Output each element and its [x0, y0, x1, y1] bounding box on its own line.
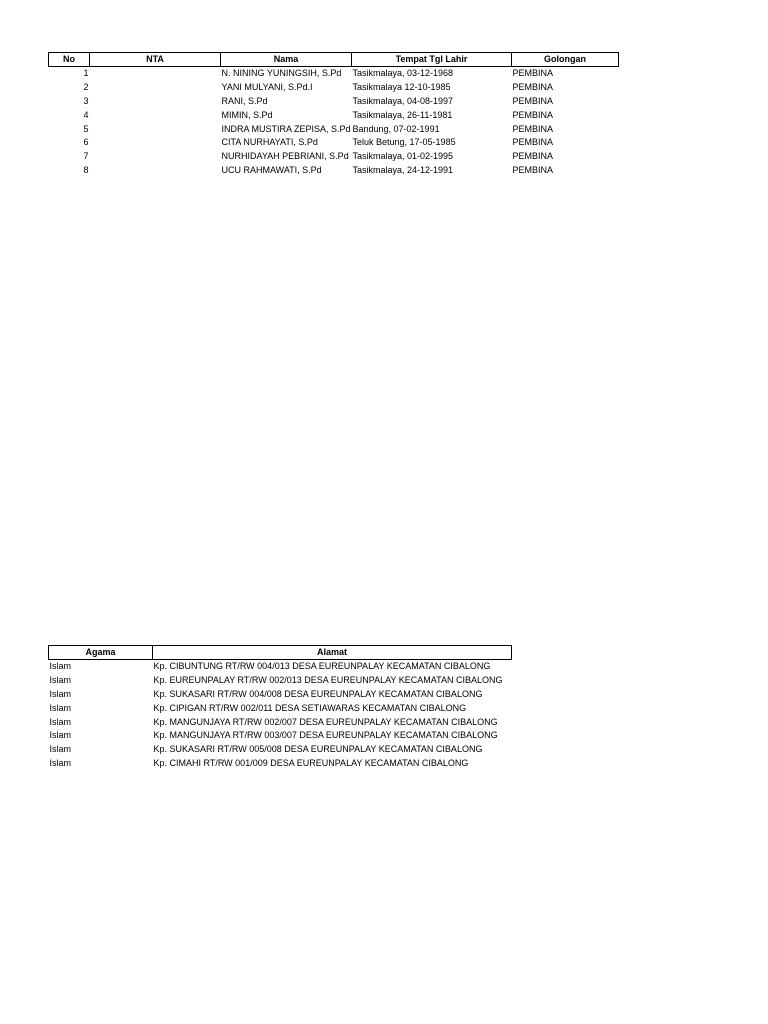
- address-table-header-row: [49, 646, 512, 660]
- cell-no: 8: [83, 164, 89, 175]
- address-table: [48, 645, 512, 770]
- cell-nta: [90, 164, 221, 178]
- cell-ttl: Tasikmalaya, 03-12-1968: [352, 68, 454, 79]
- header-nama: Nama: [221, 53, 352, 67]
- cell-alamat: Kp. CIPIGAN RT/RW 002/011 DESA SETIAWARAS KECAMATAN CIBALONG: [153, 702, 467, 713]
- cell-ttl: Tasikmalaya, 26-11-1981: [352, 109, 453, 120]
- header-no: No: [49, 53, 90, 67]
- table-row: [49, 743, 512, 757]
- cell-nama: UCU RAHMAWATI, S.Pd: [221, 164, 322, 175]
- cell-nama: CITA NURHAYATI, S.Pd: [221, 137, 318, 148]
- table-row: [49, 715, 512, 729]
- cell-nta: [90, 122, 221, 136]
- table-row: [49, 95, 619, 109]
- cell-no: 2: [83, 82, 89, 93]
- cell-no: 4: [83, 109, 89, 120]
- cell-golongan: PEMBINA: [512, 137, 554, 148]
- cell-alamat: Kp. CIBUNTUNG RT/RW 004/013 DESA EUREUNPALAY KECAMATAN CIBALONG: [153, 661, 491, 672]
- table-row: [49, 660, 512, 674]
- cell-ttl: Tasikmalaya, 04-08-1997: [352, 95, 454, 106]
- cell-no: 5: [83, 123, 89, 134]
- table-row: [49, 108, 619, 122]
- table-row: [49, 757, 512, 771]
- cell-agama: Islam: [49, 688, 72, 699]
- cell-alamat: Kp. SUKASARI RT/RW 005/008 DESA EUREUNPALAY KECAMATAN CIBALONG: [153, 744, 483, 755]
- cell-ttl: Teluk Betung, 17-05-1985: [352, 137, 456, 148]
- cell-nama: YANI MULYANI, S.Pd.I: [221, 82, 313, 93]
- header-agama: Agama: [49, 646, 153, 660]
- header-alamat: Alamat: [153, 646, 512, 660]
- cell-nta: [90, 95, 221, 109]
- cell-nama: NURHIDAYAH PEBRIANI, S.Pd: [221, 151, 349, 162]
- cell-ttl: Tasikmalaya 12-10-1985: [352, 82, 451, 93]
- members-table: [48, 52, 619, 177]
- cell-alamat: Kp. EUREUNPALAY RT/RW 002/013 DESA EUREUNPALAY KECAMATAN CIBALONG: [153, 675, 503, 686]
- table-row: [49, 729, 512, 743]
- cell-agama: Islam: [49, 744, 72, 755]
- cell-alamat: Kp. MANGUNJAYA RT/RW 002/007 DESA EUREUNPALAY KECAMATAN CIBALONG: [153, 716, 498, 727]
- header-golongan: Golongan: [512, 53, 619, 67]
- cell-nta: [90, 108, 221, 122]
- cell-golongan: PEMBINA: [512, 82, 554, 93]
- table-row: [49, 150, 619, 164]
- cell-no: 1: [83, 68, 89, 79]
- cell-ttl: Bandung, 07-02-1991: [352, 123, 440, 134]
- cell-nama: MIMIN, S.Pd: [221, 109, 273, 120]
- cell-agama: Islam: [49, 702, 72, 713]
- cell-golongan: PEMBINA: [512, 95, 554, 106]
- cell-agama: Islam: [49, 661, 72, 672]
- cell-alamat: Kp. SUKASARI RT/RW 004/008 DESA EUREUNPALAY KECAMATAN CIBALONG: [153, 688, 483, 699]
- cell-golongan: PEMBINA: [512, 109, 554, 120]
- cell-golongan: PEMBINA: [512, 164, 554, 175]
- cell-nta: [90, 67, 221, 81]
- table-row: [49, 67, 619, 81]
- cell-agama: Islam: [49, 675, 72, 686]
- cell-nta: [90, 150, 221, 164]
- cell-no: 7: [83, 151, 89, 162]
- table-row: [49, 674, 512, 688]
- cell-nama: INDRA MUSTIRA ZEPISA, S.Pd: [221, 123, 351, 134]
- table-row: [49, 136, 619, 150]
- cell-golongan: PEMBINA: [512, 68, 554, 79]
- table-row: [49, 701, 512, 715]
- cell-no: 3: [83, 95, 89, 106]
- cell-alamat: Kp. CIMAHI RT/RW 001/009 DESA EUREUNPALAY KECAMATAN CIBALONG: [153, 757, 469, 768]
- cell-golongan: PEMBINA: [512, 151, 554, 162]
- cell-golongan: PEMBINA: [512, 123, 554, 134]
- cell-nama: N. NINING YUNINGSIH, S.Pd: [221, 68, 342, 79]
- cell-agama: Islam: [49, 757, 72, 768]
- cell-ttl: Tasikmalaya, 01-02-1995: [352, 151, 454, 162]
- members-table-header-row: [49, 53, 619, 67]
- cell-nta: [90, 81, 221, 95]
- table-row: [49, 688, 512, 702]
- header-tempat-tgl-lahir: Tempat Tgl Lahir: [352, 53, 512, 67]
- cell-alamat: Kp. MANGUNJAYA RT/RW 003/007 DESA EUREUNPALAY KECAMATAN CIBALONG: [153, 730, 498, 741]
- header-nta: NTA: [90, 53, 221, 67]
- table-row: [49, 164, 619, 178]
- table-row: [49, 122, 619, 136]
- cell-ttl: Tasikmalaya, 24-12-1991: [352, 164, 454, 175]
- table-row: [49, 81, 619, 95]
- cell-nta: [90, 136, 221, 150]
- cell-no: 6: [83, 137, 89, 148]
- cell-agama: Islam: [49, 730, 72, 741]
- cell-agama: Islam: [49, 716, 72, 727]
- cell-nama: RANI, S.Pd: [221, 95, 268, 106]
